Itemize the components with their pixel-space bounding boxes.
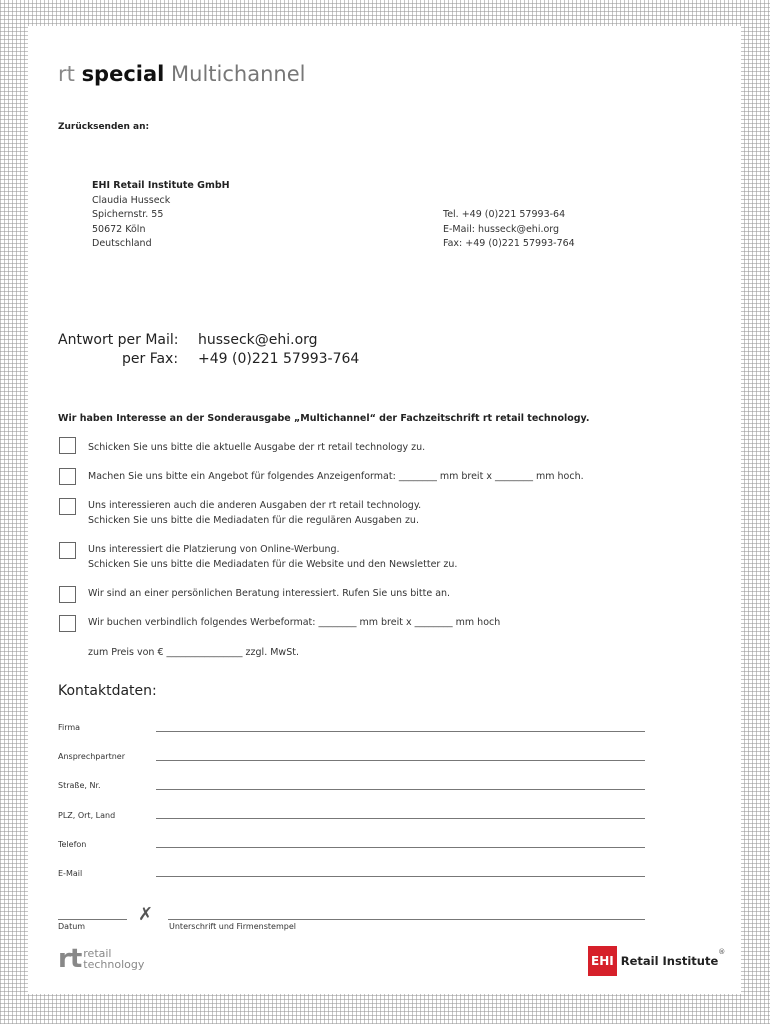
rt-retail-technology-logo (58, 946, 144, 972)
option-4-label (88, 543, 457, 572)
reply-mail-value: husseck@ehi.org (198, 332, 318, 348)
rt-logo-line2: technology (83, 958, 145, 971)
title-multichannel: Multichannel (171, 62, 306, 86)
return-address (92, 179, 230, 252)
signature-line[interactable] (168, 919, 645, 920)
option-6-label: Wir buchen verbindlich folgendes Werbeformat: ________ mm breit x ________ mm hoch (88, 617, 501, 628)
date-line[interactable] (58, 919, 127, 920)
field-strasse-line[interactable] (156, 789, 645, 790)
rt-logo-text (83, 948, 144, 970)
contact-email: E-Mail: husseck@ehi.org (443, 223, 560, 235)
return-contact (443, 208, 575, 252)
option-5-label: Wir sind an einer persönlichen Beratung interessiert. Rufen Sie uns bitte an. (88, 588, 451, 599)
option-1-checkbox[interactable] (59, 437, 76, 454)
form-page (28, 26, 741, 994)
address-name: Claudia Husseck (92, 194, 171, 206)
date-label: Datum (58, 922, 86, 931)
field-ansprechpartner-line[interactable] (156, 760, 645, 761)
ehi-logo-registered: ® (718, 948, 726, 956)
contact-heading: Kontaktdaten: (58, 683, 157, 699)
signature-x-icon: ✗ (138, 904, 154, 925)
option-1-label: Schicken Sie uns bitte die aktuelle Ausgabe der rt retail technology zu. (88, 442, 426, 453)
field-label-strasse: Straße, Nr. (58, 781, 101, 790)
ehi-logo-text: Retail Institute (620, 954, 719, 968)
contact-tel: Tel. +49 (0)221 57993-64 (443, 209, 566, 220)
address-country: Deutschland (92, 238, 152, 249)
field-label-ansprechpartner: Ansprechpartner (58, 752, 125, 761)
rt-logo-mark: rt (58, 944, 82, 974)
address-city: 50672 Köln (92, 223, 146, 235)
rt-logo-line1: retail (83, 947, 112, 960)
option-3-checkbox[interactable] (59, 498, 76, 515)
field-telefon-line[interactable] (156, 847, 645, 848)
field-label-email: E-Mail (58, 869, 83, 878)
reply-mail-label: Antwort per Mail: (58, 332, 179, 348)
option-3-line2: Schicken Sie uns bitte die Mediadaten für die regulären Ausgaben zu. (88, 514, 419, 526)
field-plz-line[interactable] (156, 818, 645, 819)
return-label: Zurücksenden an: (58, 122, 150, 132)
option-5-checkbox[interactable] (59, 586, 76, 603)
field-label-firma: Firma (58, 723, 81, 732)
signature-label: Unterschrift und Firmenstempel (169, 922, 296, 931)
option-6-checkbox[interactable] (59, 615, 76, 632)
option-2-label: Machen Sie uns bitte ein Angebot für folgendes Anzeigenformat: ________ mm breit x ________ mm hoch. (88, 471, 584, 482)
option-2-checkbox[interactable] (59, 468, 76, 485)
field-firma-line[interactable] (156, 731, 645, 732)
option-3-line1: Uns interessieren auch die anderen Ausgaben der rt retail technology. (88, 500, 422, 511)
ehi-retail-institute-logo (588, 946, 725, 976)
address-street: Spichernstr. 55 (92, 209, 164, 220)
option-4-line2: Schicken Sie uns bitte die Mediadaten für die Website und den Newsletter zu. (88, 558, 458, 570)
field-label-plz: PLZ, Ort, Land (58, 811, 116, 820)
contact-fax: Fax: +49 (0)221 57993-764 (443, 238, 575, 249)
reply-fax-value: +49 (0)221 57993-764 (198, 351, 360, 367)
field-email-line[interactable] (156, 876, 645, 877)
option-4-checkbox[interactable] (59, 542, 76, 559)
price-line: zum Preis von € ________________ zzgl. MwSt. (88, 647, 299, 658)
reply-fax-label: per Fax: (122, 351, 179, 367)
address-company: EHI Retail Institute GmbH (92, 180, 230, 191)
page-title (58, 62, 305, 86)
option-4-line1: Uns interessiert die Platzierung von Online-Werbung. (88, 544, 340, 555)
title-special: special (81, 62, 165, 86)
field-label-telefon: Telefon (58, 840, 87, 849)
option-3-label (88, 499, 421, 528)
interest-heading: Wir haben Interesse an der Sonderausgabe „Multichannel“ der Fachzeitschrift rt retail technology. (58, 413, 590, 424)
title-rt: rt (58, 62, 75, 86)
ehi-logo-badge: EHI (588, 946, 617, 976)
